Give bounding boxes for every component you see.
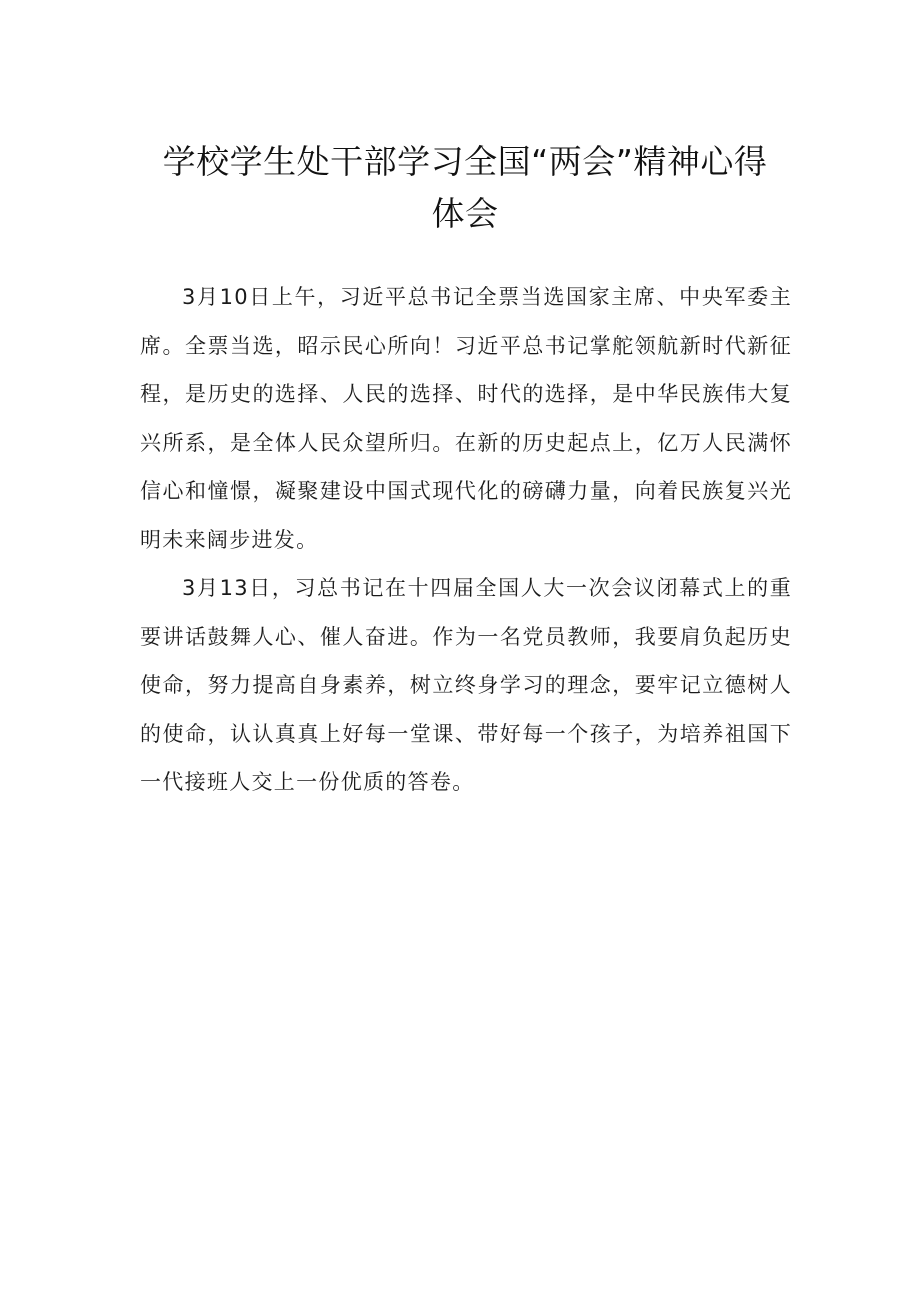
- title-line-1: 学校学生处干部学习全国“两会”精神心得: [162, 142, 768, 181]
- document-title: [140, 136, 790, 240]
- title-line-2: 体会: [431, 194, 499, 233]
- paragraph-1: 3月10日上午，习近平总书记全票当选国家主席、中央军委主席。全票当选，昭示民心所向！习近平总书记掌舵领航新时代新征程，是历史的选择、人民的选择、时代的选择，是中华民族伟大复兴所系，是全体人民众望所归。在新的历史起点上，亿万人民满怀信心和憧憬，凝聚建设中国式现代化的磅礴力量，向着民族复兴光明未来阔步进发。: [140, 285, 792, 552]
- paragraph-2: 3月13日，习总书记在十四届全国人大一次会议闭幕式上的重要讲话鼓舞人心、催人奋进。作为一名党员教师，我要肩负起历史使命，努力提高自身素养，树立终身学习的理念，要牢记立德树人的使命，认认真真上好每一堂课、带好每一个孩子，为培养祖国下一代接班人交上一份优质的答卷。: [140, 576, 792, 794]
- document-body: [140, 273, 792, 807]
